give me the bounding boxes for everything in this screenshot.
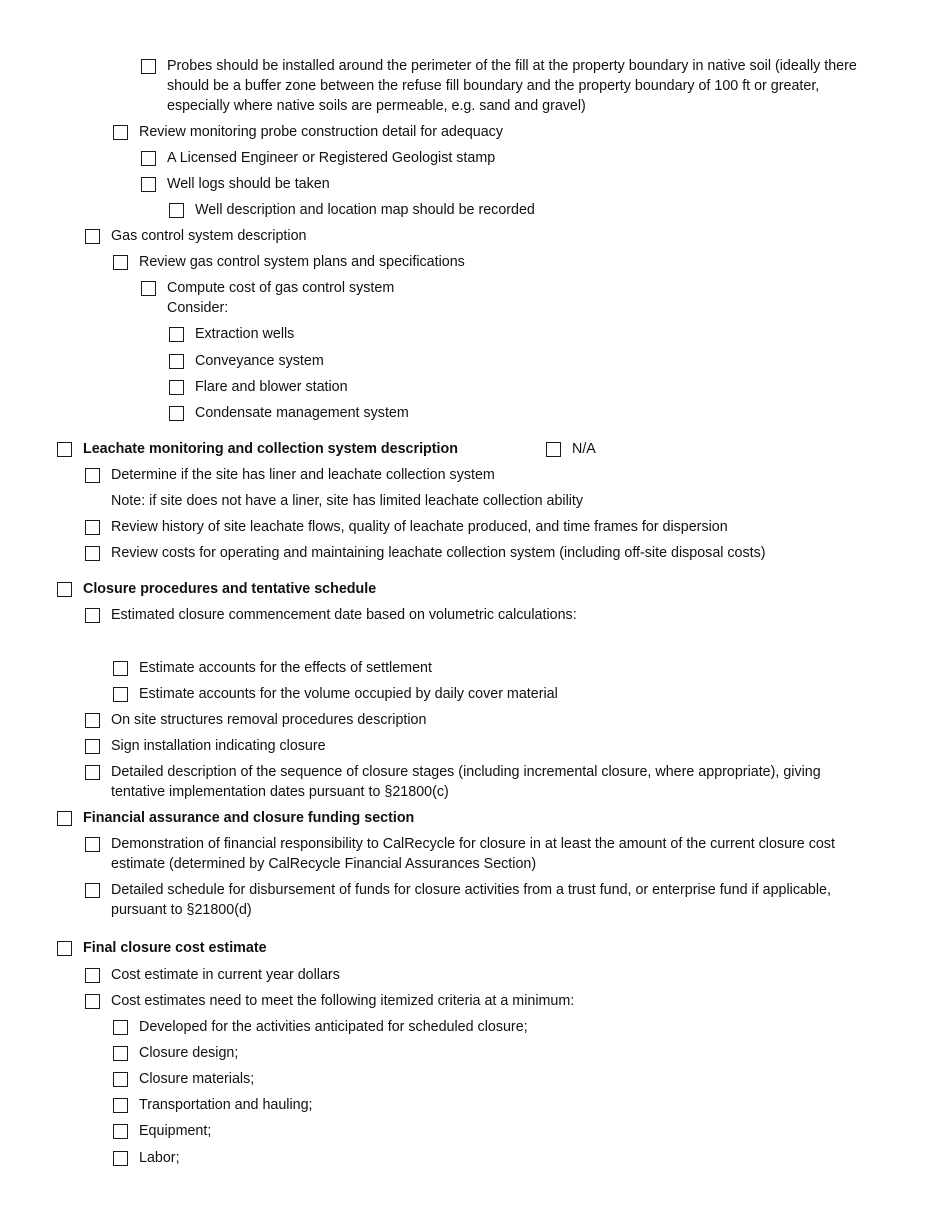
item-label: Flare and blower station <box>195 379 348 395</box>
checkbox[interactable] <box>85 713 100 728</box>
checklist-item-well-description <box>169 202 535 220</box>
checkbox[interactable] <box>113 1124 128 1139</box>
checklist-item-determine-liner <box>85 467 495 485</box>
checkbox[interactable] <box>141 281 156 296</box>
checkbox[interactable] <box>85 546 100 561</box>
checkbox[interactable] <box>85 739 100 754</box>
checkbox[interactable] <box>113 1072 128 1087</box>
checklist-item-review-probe-detail <box>113 124 503 142</box>
checkbox[interactable] <box>169 380 184 395</box>
checkbox[interactable] <box>141 177 156 192</box>
na-option <box>546 441 596 459</box>
checklist-item-engineer-stamp <box>141 150 495 168</box>
checkbox[interactable] <box>141 59 156 74</box>
checklist-item-compute-gas-cost <box>141 280 394 298</box>
checklist-item-daily-cover <box>113 686 558 704</box>
section-title: Financial assurance and closure funding section <box>83 810 415 826</box>
checkbox[interactable] <box>85 994 100 1009</box>
item-label: Determine if the site has liner and leachate collection system <box>111 467 495 483</box>
checkbox[interactable] <box>85 468 100 483</box>
checkbox[interactable] <box>113 661 128 676</box>
item-label: Estimated closure commencement date based on volumetric calculations: <box>111 607 577 623</box>
checkbox[interactable] <box>113 1046 128 1061</box>
checklist-item-closure-design <box>113 1045 238 1063</box>
item-label: Well logs should be taken <box>167 176 330 192</box>
item-label: Cost estimates need to meet the following itemized criteria at a minimum: <box>111 993 575 1009</box>
checkbox[interactable] <box>113 1020 128 1035</box>
item-label: Conveyance system <box>195 353 324 369</box>
item-label: Detailed description of the sequence of closure stages (including incremental closure, where appropriate), giving tentative implementation dates pursuant to §21800(c) <box>111 764 821 800</box>
checklist-item-closure-stages <box>85 764 875 802</box>
item-label: Closure design; <box>139 1045 239 1061</box>
item-label: Review history of site leachate flows, quality of leachate produced, and time frames for dispersion <box>111 519 728 535</box>
item-label: Transportation and hauling; <box>139 1097 313 1113</box>
checkbox[interactable] <box>169 327 184 342</box>
item-label: Probes should be installed around the perimeter of the fill at the property boundary in native soil (ideally there should be a buffer zone between the refuse fill boundary and the property boundary of 100 ft or greater, especially where native soils are permeable, e.g. sand and gravel) <box>167 58 857 114</box>
section-closure <box>57 581 376 599</box>
item-label: Compute cost of gas control system <box>167 280 395 296</box>
section-title: Leachate monitoring and collection system description <box>83 441 458 457</box>
na-label: N/A <box>572 441 596 457</box>
checkbox[interactable] <box>57 442 72 457</box>
item-label: Well description and location map should be recorded <box>195 202 535 218</box>
checkbox[interactable] <box>169 203 184 218</box>
item-label: Estimate accounts for the volume occupied by daily cover material <box>139 686 558 702</box>
item-label: Review monitoring probe construction detail for adequacy <box>139 124 503 140</box>
checkbox[interactable] <box>85 608 100 623</box>
checkbox[interactable] <box>141 151 156 166</box>
checklist-item-probes-perimeter <box>141 58 871 116</box>
liner-note: Note: if site does not have a liner, site has limited leachate collection ability <box>111 493 584 509</box>
checklist-item-settlement <box>113 660 432 678</box>
checkbox[interactable] <box>85 837 100 852</box>
checklist-item-conveyance-system <box>169 353 324 371</box>
checkbox[interactable] <box>169 406 184 421</box>
section-title: Closure procedures and tentative schedule <box>83 581 377 597</box>
section-final-cost <box>57 940 267 958</box>
item-label: Developed for the activities anticipated for scheduled closure; <box>139 1019 528 1035</box>
item-label: Extraction wells <box>195 326 295 342</box>
checkbox[interactable] <box>85 520 100 535</box>
checklist-item-review-leachate-costs <box>85 545 766 563</box>
item-label: Detailed schedule for disbursement of funds for closure activities from a trust fund, or enterprise fund if applicable, pursuant to §21800(d) <box>111 882 831 918</box>
item-label: Review gas control system plans and specifications <box>139 254 465 270</box>
checkbox[interactable] <box>113 1098 128 1113</box>
checklist-item-condensate-mgmt <box>169 405 409 423</box>
checklist-item-disbursement-schedule <box>85 882 885 920</box>
checklist-item-developed-activities <box>113 1019 528 1037</box>
checklist-item-transport-hauling <box>113 1097 313 1115</box>
checkbox[interactable] <box>169 354 184 369</box>
checklist-item-structures-removal <box>85 712 426 730</box>
checklist-item-review-gas-plans <box>113 254 465 272</box>
checklist-item-financial-responsibility <box>85 836 885 874</box>
item-label: Review costs for operating and maintaining leachate collection system (including off-site disposal costs) <box>111 545 766 561</box>
na-checkbox[interactable] <box>546 442 561 457</box>
checklist-item-closure-date <box>85 607 577 625</box>
item-label: Labor; <box>139 1150 180 1166</box>
checkbox[interactable] <box>57 941 72 956</box>
checklist-item-extraction-wells <box>169 326 294 344</box>
checkbox[interactable] <box>85 968 100 983</box>
checkbox[interactable] <box>85 883 100 898</box>
item-label: Gas control system description <box>111 228 307 244</box>
checklist-item-current-dollars <box>85 967 340 985</box>
checklist-item-labor <box>113 1150 180 1168</box>
checkbox[interactable] <box>113 687 128 702</box>
checkbox[interactable] <box>85 229 100 244</box>
checklist-item-equipment <box>113 1123 211 1141</box>
item-label: Demonstration of financial responsibility to CalRecycle for closure in at least the amount of the current closure cost estimate (determined by CalRecycle Financial Assurances Section) <box>111 836 835 872</box>
checklist-item-flare-blower <box>169 379 348 397</box>
item-label: Estimate accounts for the effects of settlement <box>139 660 432 676</box>
checklist-item-closure-materials <box>113 1071 254 1089</box>
checkbox[interactable] <box>113 255 128 270</box>
item-label: Condensate management system <box>195 405 409 421</box>
item-label: Equipment; <box>139 1123 212 1139</box>
section-financial <box>57 810 414 828</box>
section-leachate <box>57 441 458 459</box>
checklist-item-review-leachate-history <box>85 519 728 537</box>
checklist-item-itemized-criteria <box>85 993 574 1011</box>
checkbox[interactable] <box>57 582 72 597</box>
section-title: Final closure cost estimate <box>83 940 267 956</box>
checkbox[interactable] <box>57 811 72 826</box>
item-label: Sign installation indicating closure <box>111 738 326 754</box>
checkbox[interactable] <box>85 765 100 780</box>
checklist-item-gas-control-desc <box>85 228 306 246</box>
item-label: On site structures removal procedures description <box>111 712 427 728</box>
checkbox[interactable] <box>113 1151 128 1166</box>
consider-label: Consider: <box>167 300 229 316</box>
checklist-item-sign-installation <box>85 738 326 756</box>
checkbox[interactable] <box>113 125 128 140</box>
item-label: A Licensed Engineer or Registered Geologist stamp <box>167 150 496 166</box>
checklist-item-well-logs <box>141 176 330 194</box>
item-label: Cost estimate in current year dollars <box>111 967 340 983</box>
item-label: Closure materials; <box>139 1071 255 1087</box>
